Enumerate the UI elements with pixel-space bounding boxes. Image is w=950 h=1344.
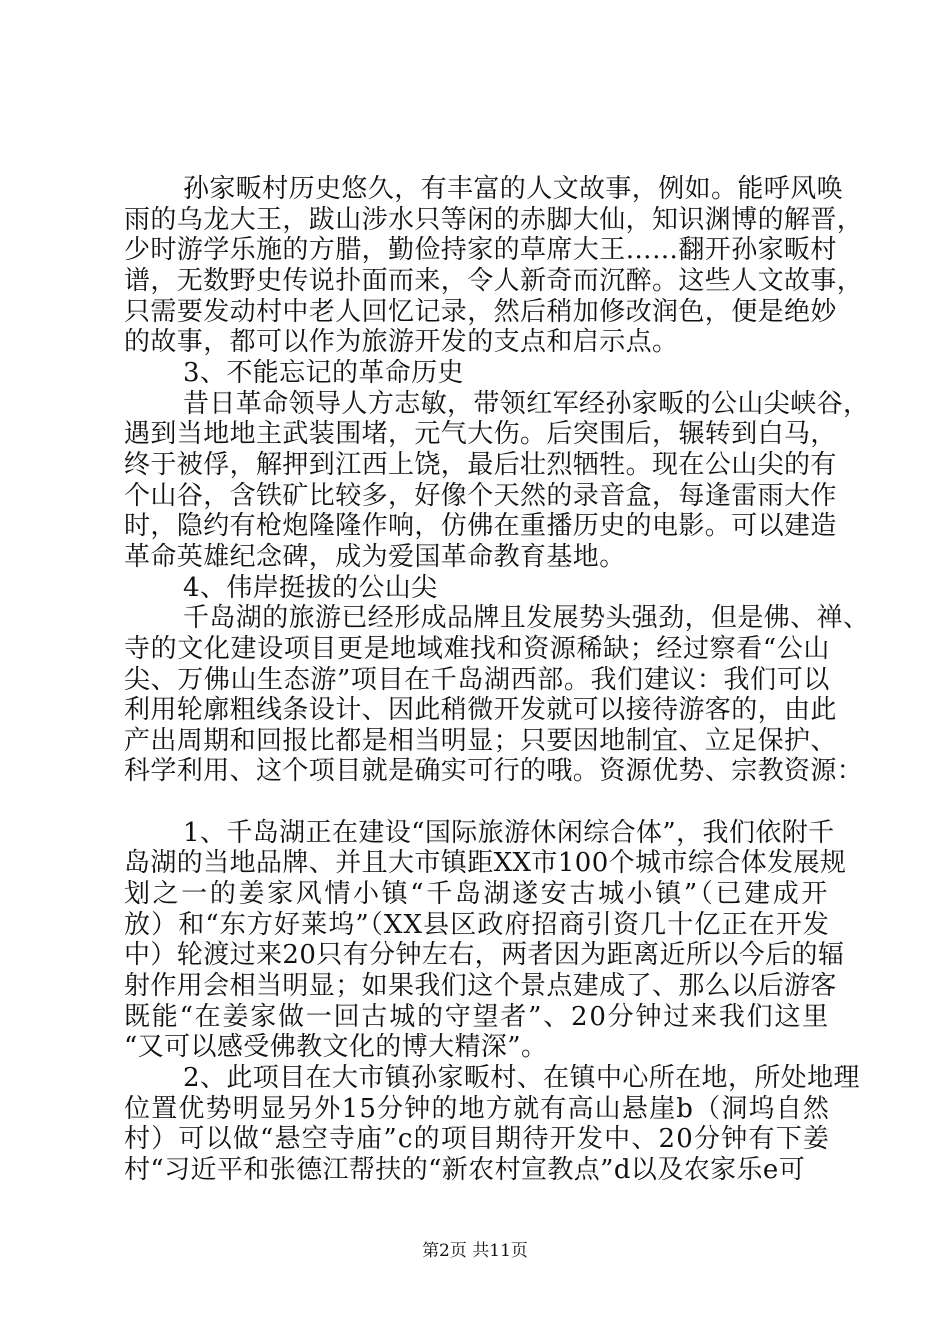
paragraph-line-4: 谱，无数野史传说扑面而来，令人新奇而沉醉。这些人文故事， [124, 266, 864, 296]
paragraph-line-16: 利用轮廓粗线条设计、因此稍微开发就可以接待游客的，由此 [124, 695, 837, 725]
list-item-2-line-2: 位置优势明显另外15分钟的地方就有高山悬崖b（洞坞自然 [124, 1094, 831, 1124]
list-item-1-line-8: “又可以感受佛教文化的博大精深”。 [124, 1032, 548, 1062]
list-item-1-line-1: 1、千岛湖正在建设“国际旅游休闲综合体”，我们依附千 [183, 818, 835, 848]
list-item-2-line-3: 村）可以做“悬空寺庙”c的项目期待开发中、20分钟有下姜 [124, 1124, 831, 1154]
paragraph-line-15: 尖、万佛山生态游”项目在千岛湖西部。我们建议：我们可以 [124, 665, 831, 695]
list-item-2-line-1: 2、此项目在大市镇孙家畈村、在镇中心所在地，所处地理 [183, 1063, 860, 1093]
paragraph-line-2: 雨的乌龙大王，跋山涉水只等闲的赤脚大仙，知识渊博的解晋， [124, 205, 864, 235]
list-item-1-line-6: 射作用会相当明显；如果我们这个景点建成了、那么以后游客 [124, 971, 837, 1001]
paragraph-line-10: 个山谷，含铁矿比较多，好像个天然的录音盒，每逢雷雨大作 [124, 481, 837, 511]
paragraph-line-18: 科学利用、这个项目就是确实可行的哦。资源优势、宗教资源： [124, 756, 864, 786]
paragraph-line-13: 千岛湖的旅游已经形成品牌且发展势头强劲，但是佛、禅、 [183, 603, 870, 633]
paragraph-line-7: 昔日革命领导人方志敏，带领红军经孙家畈的公山尖峡谷， [183, 389, 870, 419]
list-item-1-line-2: 岛湖的当地品牌、并且大市镇距XX市100个城市综合体发展规 [124, 848, 847, 878]
section-heading-3: 3、不能忘记的革命历史 [183, 358, 464, 388]
list-item-1-line-3: 划之一的姜家风情小镇“千岛湖遂安古城小镇”（已建成开 [124, 879, 830, 909]
section-heading-4: 4、伟岸挺拔的公山尖 [183, 573, 438, 603]
list-item-1-line-7: 既能“在姜家做一回古城的守望者”、20分钟过来我们这里 [124, 1002, 830, 1032]
list-item-1-line-5: 中）轮渡过来20只有分钟左右，两者因为距离近所以今后的辐 [124, 940, 845, 970]
paragraph-line-1: 孙家畈村历史悠久，有丰富的人文故事，例如。能呼风唤 [183, 174, 844, 204]
paragraph-line-17: 产出周期和回报比都是相当明显；只要因地制宜、立足保护、 [124, 726, 837, 756]
page-number-footer: 第2页 共11页 [422, 1241, 528, 1261]
paragraph-line-6: 的故事，都可以作为旅游开发的支点和启示点。 [124, 327, 679, 357]
paragraph-line-14: 寺的文化建设项目更是地域难找和资源稀缺；经过察看“公山 [124, 634, 831, 664]
paragraph-line-3: 少时游学乐施的方腊，勤俭持家的草席大王……翻开孙家畈村 [124, 235, 837, 265]
paragraph-line-11: 时，隐约有枪炮隆隆作响，仿佛在重播历史的电影。可以建造 [124, 511, 837, 541]
list-item-1-line-4: 放）和“东方好莱坞”（XX县区政府招商引资几十亿正在开发 [124, 910, 830, 940]
paragraph-line-5: 只需要发动村中老人回忆记录，然后稍加修改润色，便是绝妙 [124, 297, 837, 327]
list-item-2-line-4: 村“习近平和张德江帮扶的“新农村宣教点”d以及农家乐e可 [124, 1155, 806, 1185]
paragraph-line-12: 革命英雄纪念碑，成为爱国革命教育基地。 [124, 542, 626, 572]
paragraph-line-8: 遇到当地地主武装围堵，元气大伤。后突围后，辗转到白马， [124, 419, 837, 449]
paragraph-line-9: 终于被俘，解押到江西上饶，最后壮烈牺牲。现在公山尖的有 [124, 450, 837, 480]
